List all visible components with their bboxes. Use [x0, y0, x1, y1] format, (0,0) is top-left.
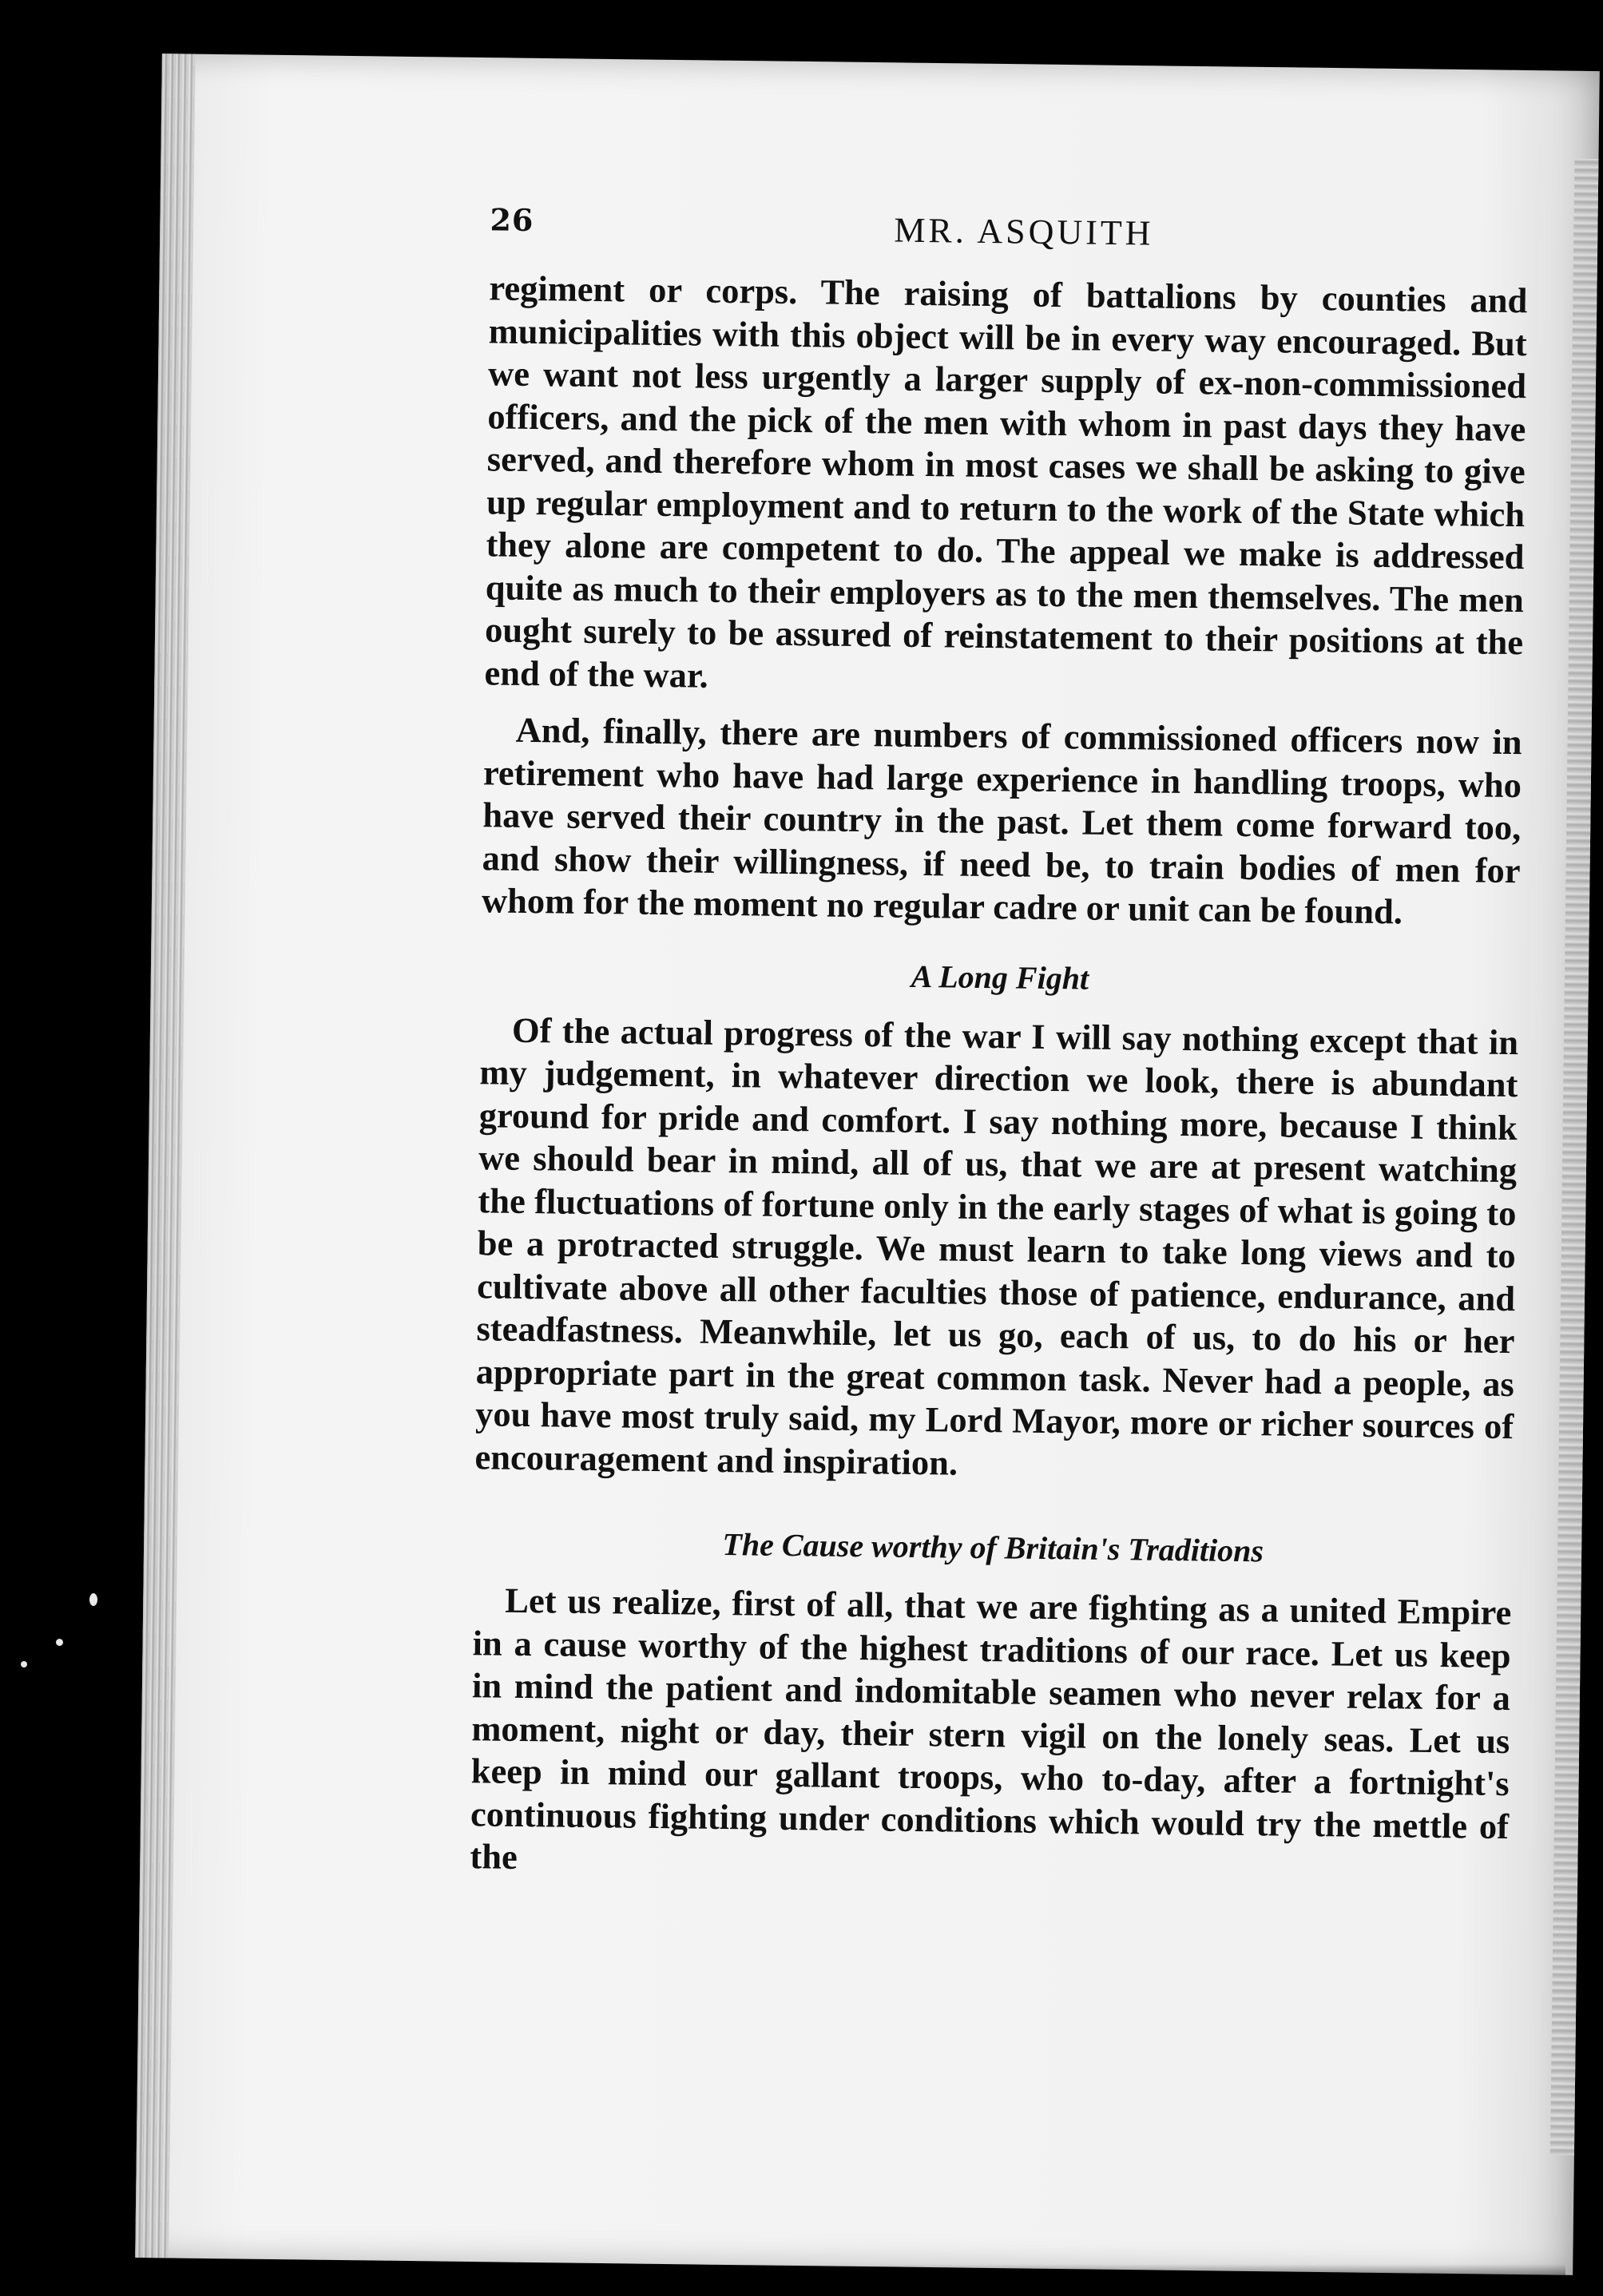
page-edge-left	[135, 54, 196, 2258]
text-block	[313, 185, 1541, 2060]
body-paragraph: Let us realize, first of all, that we are fighting as a united Empire in a cause worthy of the highest traditions of our race. Let us keep in mind the patient and indomitable seamen who never relax for a moment, night or day, their stern vigil on the lonely seas. Let us keep in mind our gallant troops, who to-day, after a fortnight's continuous fighting under conditions which would try the mettle of the	[470, 1580, 1512, 1877]
page-number: 26	[490, 201, 534, 239]
running-title: MR. ASQUITH	[894, 210, 1154, 253]
body-paragraph: regiment or corps. The raising of battalions by counties and municipalities with this object will be in every way encouraged. But we want not less urgently a larger supply of ex-non-commissioned officers, and the pick of the men with whom in past days they have served, and therefore whom in most cases we shall be asking to give up regular employment and to return to the work of the State which they alone are competent to do. The appeal we make is addressed quite as much to their employers as to the men themselves. The men ought surely to be assured of reinstatement to their positions at the end of the war.	[484, 268, 1528, 696]
page-edge-right	[1550, 159, 1599, 2155]
section-heading: The Cause worthy of Britain's Traditions	[722, 1526, 1264, 1569]
scan-shadow	[48, 2264, 1565, 2296]
page-header	[335, 185, 1541, 273]
body-paragraph: And, finally, there are numbers of commissioned officers now in retirement who have had large experience in handling troops, who have served their country in the past. Let them come forward too, and show their willingness, if need be, to train bodies of men for whom for the moment no regular cadre or unit can be found.	[481, 709, 1522, 932]
section-heading: A Long Fight	[911, 958, 1089, 997]
dust-speck	[89, 1593, 97, 1606]
body-paragraph: Of the actual progress of the war I will say nothing except that in my judgement, in whatever direction we look, there is abundant ground for pride and comfort. I say nothing more, because I think we should bear in mind, all of us, that we are at present watching the fluctuations of fortune only in the early stages of what is going to be a protracted struggle. We must learn to take long views and to cultivate above all other faculties those of patience, endurance, and steadfastness. Meanwhile, let us go, each of us, to do his or her appropriate part in the great common task. Never had a people, as you have most truly said, my Lord Mayor, more or richer sources of encouragement and inspiration.	[474, 1009, 1519, 1483]
dust-speck	[21, 1661, 27, 1667]
dust-speck	[56, 1639, 63, 1646]
page-body	[470, 267, 1528, 1890]
